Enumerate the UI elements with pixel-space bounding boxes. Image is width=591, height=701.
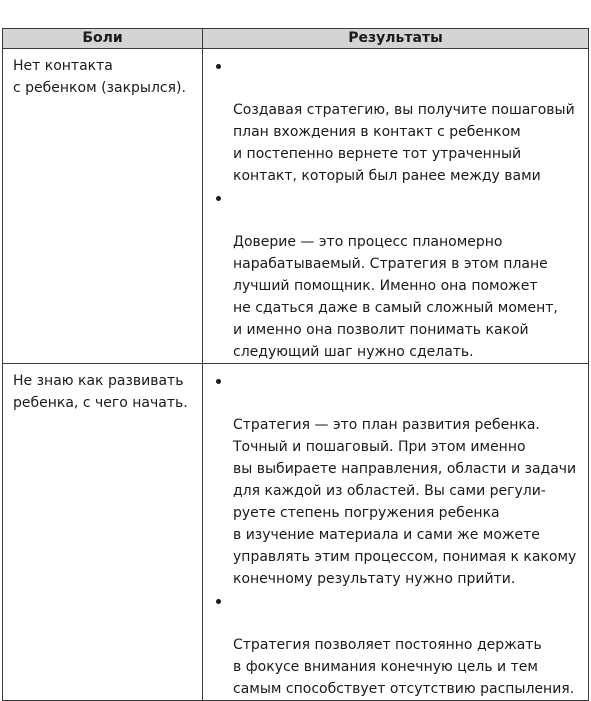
result-text: Доверие — это процесс планомерно нарабатываемый. Стратегия в этом плане лучший помощник. Именно она поможет не сдаться даже в самый сложный момент, и именно она позволит понимать какой следующий шаг нужно сделать. — [233, 234, 558, 360]
result-text: Стратегия позволяет постоянно держать в фокусе внимания конечную цель и тем самым способствует отсутствию распыления. — [233, 637, 575, 697]
results-list — [203, 55, 588, 363]
result-text: Стратегия — это план развития ребенка. Точный и пошаговый. При этом именно вы выбираете направления, области и задачи для каждой из областей. Вы сами регули- руете степень погружения ребенка в изучение материала и сами же можете управлять этим процессом, понимая к какому конечному результату нужно прийти. — [233, 417, 577, 587]
bullet-icon — [216, 379, 221, 384]
table-header-row — [3, 29, 589, 49]
pain-cell: Нет контакта с ребенком (закрылся). — [3, 49, 203, 364]
header-pains: Боли — [3, 29, 203, 49]
list-item — [203, 590, 588, 700]
table-row — [3, 49, 589, 364]
list-item — [203, 55, 588, 187]
list-item — [203, 370, 588, 590]
bullet-icon — [216, 196, 221, 201]
pain-cell: Не знаю как развивать ребенка, с чего начать. — [3, 364, 203, 701]
bullet-icon — [216, 64, 221, 69]
result-text: Создавая стратегию, вы получите пошаговый план вхождения в контакт с ребенком и постепенно вернете тот утраченный контакт, который был ранее между вами — [233, 102, 575, 184]
list-item — [203, 187, 588, 363]
header-results: Результаты — [203, 29, 589, 49]
results-cell — [203, 364, 589, 701]
bullet-icon — [216, 599, 221, 604]
results-cell — [203, 49, 589, 364]
table-row — [3, 364, 589, 701]
pains-results-table — [2, 28, 589, 701]
results-list — [203, 370, 588, 700]
